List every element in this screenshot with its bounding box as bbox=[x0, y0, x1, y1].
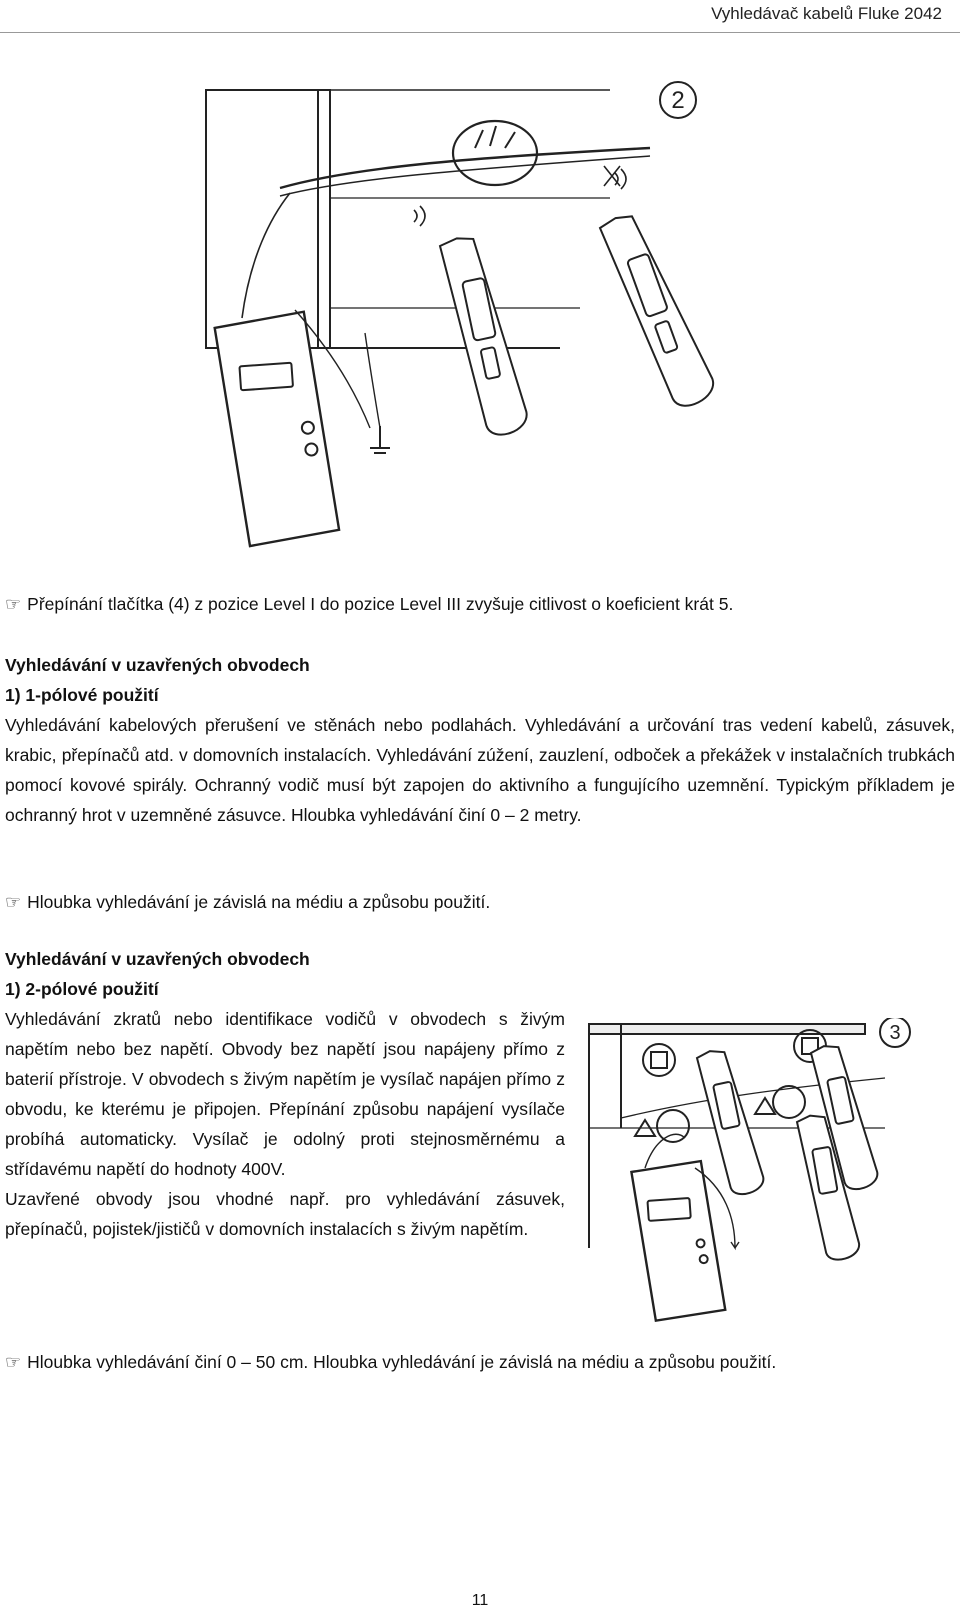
section-heading: Vyhledávání v uzavřených obvodech bbox=[5, 655, 310, 675]
figure-label-2: 2 bbox=[671, 87, 685, 114]
section-2-pole bbox=[5, 944, 565, 1244]
pointing-hand-icon: ☞ bbox=[5, 892, 22, 913]
section-body: Vyhledávání zkratů nebo identifikace vodičů v obvodech s živým napětím nebo bez napětí. Obvody bez napětí jsou napájeny přímo z baterií přístroje. V obvodech s živým napětím je vysílač napájen přímo z obvodu, ke kterému je připojen. Přepínání způsobu napájení vysílače probíhá automaticky. Vysílač je odolný proti stejnosměrnému a střídavému napětí do hodnoty 400V. bbox=[5, 1009, 565, 1179]
header-divider bbox=[0, 32, 960, 33]
page-header: Vyhledávač kabelů Fluke 2042 bbox=[711, 4, 942, 23]
figure-label-3: 3 bbox=[889, 1022, 901, 1044]
figure-1-pole-illustration bbox=[200, 78, 740, 578]
note-sensitivity bbox=[5, 592, 733, 617]
page-number: 11 bbox=[471, 1592, 489, 1609]
section-body: Vyhledávání kabelových přerušení ve stěnách nebo podlahách. Vyhledávání a určování tras vedení kabelů, zásuvek, krabic, přepínačů atd. v domovních instalacích. Vyhledávání zúžení, zauzlení, odboček a překážek v instalačních trubkách pomocí kovové spirály. Ochranný vodič musí být zapojen do aktivního a fungujícího uzemnění. Typickým příkladem je ochranný hrot v uzemněné zásuvce. Hloubka vyhledávání činí 0 – 2 metry. bbox=[5, 715, 955, 825]
figure-2-pole-illustration bbox=[585, 1018, 940, 1343]
section-1-pole bbox=[5, 650, 955, 830]
section-body-2: Uzavřené obvody jsou vhodné např. pro vyhledávání zásuvek, přepínačů, pojistek/jističů v domovních instalacích s živým napětím. bbox=[5, 1189, 565, 1239]
note-text: Hloubka vyhledávání je závislá na médiu a způsobu použití. bbox=[27, 892, 491, 912]
section-subheading: 1) 1-pólové použití bbox=[5, 685, 159, 705]
note-depth-2-pole bbox=[5, 1350, 776, 1375]
note-text: Přepínání tlačítka (4) z pozice Level I do pozice Level III zvyšuje citlivost o koeficient krát 5. bbox=[27, 594, 734, 614]
section-subheading: 1) 2-pólové použití bbox=[5, 979, 159, 999]
note-text: Hloubka vyhledávání činí 0 – 50 cm. Hloubka vyhledávání je závislá na médiu a způsobu použití. bbox=[27, 1352, 777, 1372]
pointing-hand-icon: ☞ bbox=[5, 1352, 22, 1373]
section-heading: Vyhledávání v uzavřených obvodech bbox=[5, 949, 310, 969]
pointing-hand-icon: ☞ bbox=[5, 594, 22, 615]
note-depth bbox=[5, 890, 490, 915]
